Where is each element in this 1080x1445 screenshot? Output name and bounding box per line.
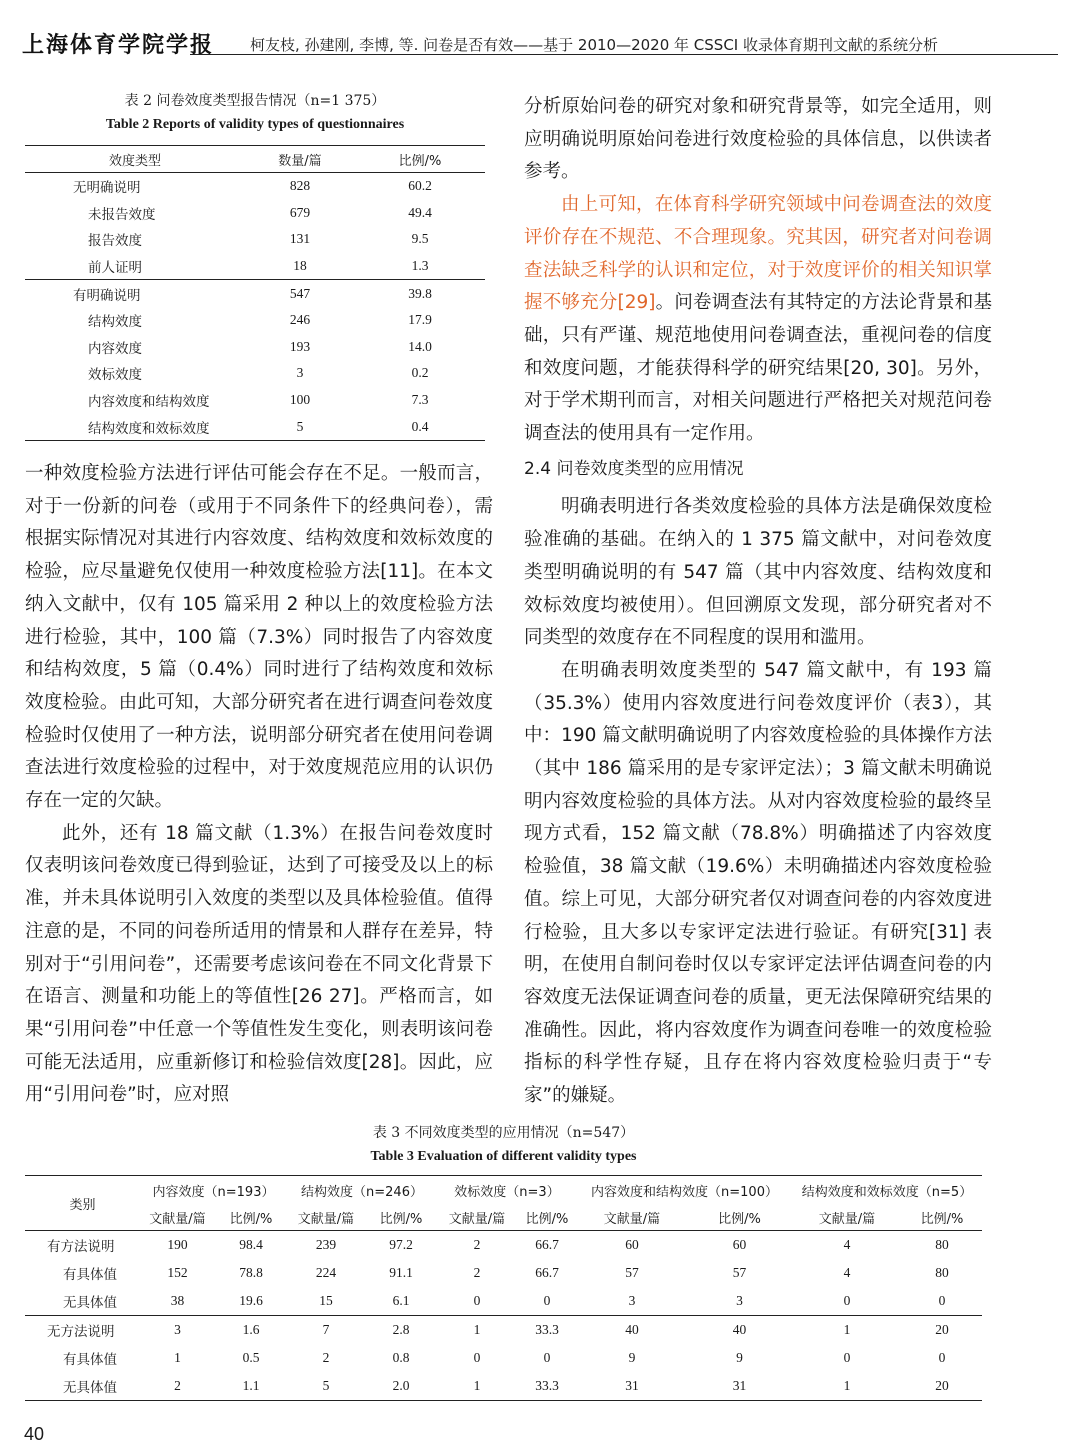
table-cell: 190: [167, 1237, 188, 1252]
table-cell: 9: [736, 1350, 743, 1365]
table-row: [25, 334, 485, 361]
row-label: 有具体值: [63, 1352, 117, 1368]
cell-pct: 39.8: [355, 280, 485, 307]
row-label: 内容效度: [88, 340, 142, 357]
table-cell: 20: [902, 1316, 982, 1345]
table-cell: 66.7: [535, 1265, 559, 1280]
table-row: [25, 1231, 982, 1260]
row-label: 未报告效度: [88, 206, 156, 223]
row-label: 无具体值: [63, 1380, 117, 1396]
cell-pct: 49.4: [408, 204, 432, 220]
table-cell: 3: [628, 1293, 636, 1308]
paragraph: 明确表明进行各类效度检验的具体方法是确保效度检验准确的基础。在纳入的 1 375 篇文献中，对问卷效度类型明确说明的有 547 篇（其中内容效度、结构效度和效标效度均被使用）。但回溯原文发现，部分研究者对不同类型的效度存在不同程度的误用和滥用。: [524, 496, 992, 649]
table-cell: 2.8: [365, 1316, 437, 1345]
sub-header: 比例/%: [365, 1204, 437, 1231]
table-cell: 98.4: [239, 1237, 263, 1252]
table-row: [25, 1259, 982, 1287]
group-header: 结构效度（n=246）: [301, 1184, 423, 1200]
cell-count: 246: [289, 312, 311, 328]
table-row: [25, 1287, 982, 1316]
table2-caption-cn: 表 2 问卷效度类型报告情况（n=1 375）: [124, 93, 386, 109]
table-cell: 33.3: [517, 1316, 577, 1345]
table-cell: 3: [736, 1293, 743, 1308]
cell-pct: 17.9: [408, 312, 432, 328]
table-cell: 1.1: [242, 1378, 260, 1393]
table-cell: 2.0: [392, 1378, 410, 1393]
table-cell: 19.6: [239, 1293, 263, 1308]
table-cell: 1: [843, 1378, 851, 1393]
table-cell: 0: [843, 1293, 851, 1308]
table-cell: 57: [732, 1265, 747, 1280]
row-label: 无明确说明: [73, 180, 141, 197]
cell-pct: 0.4: [411, 418, 429, 434]
table-cell: 80: [935, 1237, 949, 1252]
table3-sub-header: [25, 1204, 982, 1231]
row-label: 结构效度和效标效度: [88, 420, 210, 437]
table-cell: 2: [322, 1350, 330, 1365]
header-rule: [190, 54, 1058, 55]
row-label: 无方法说明: [25, 1316, 140, 1345]
table-cell: 15: [319, 1293, 333, 1308]
row-label: 报告效度: [88, 233, 142, 250]
sub-header: 比例/%: [902, 1204, 982, 1231]
cell-count: 3: [296, 365, 304, 381]
group-header: 结构效度和效标效度（n=5）: [801, 1184, 973, 1200]
sub-header: 文献量/篇: [437, 1204, 517, 1231]
left-column: [25, 458, 493, 1112]
table-cell: 33.3: [535, 1378, 559, 1393]
table-cell: 1: [473, 1378, 481, 1393]
table-row: [25, 360, 485, 387]
table-cell: 152: [167, 1265, 188, 1280]
table2-caption-en: Table 2 Reports of validity types of questionnaires: [105, 117, 405, 132]
cell-count: 547: [245, 280, 355, 307]
table-cell: 7: [287, 1316, 365, 1345]
table-row: [25, 1316, 982, 1345]
cell-count: 679: [289, 204, 311, 220]
group-header: 内容效度（n=193）: [152, 1184, 275, 1200]
table-cell: 224: [315, 1265, 337, 1280]
table-cell: 60: [625, 1237, 639, 1252]
table-cell: 31: [732, 1378, 747, 1393]
table-cell: 4: [843, 1237, 851, 1252]
cell-pct: 1.3: [411, 258, 429, 274]
table-cell: 0: [938, 1293, 946, 1308]
cell-count: 18: [293, 258, 307, 274]
paragraph: 在明确表明效度类型的 547 篇文献中，有 193 篇（35.3%）使用内容效度进行问卷效度评价（表3），其中：190 篇文献明确说明了内容效度检验的具体操作方法（其中 186 篇采用的是专家评定法）；3 篇文献未明确说明内容效度检验的具体方法。从对内容效度检验的最终呈现方式看，152 篇文献（78.8%）明确描述了内容效度检验值，38 篇文献（19.6%）未明确描述内容效度检验值。综上可见，大部分研究者仅对调查问卷的内容效度进行检验，且大多以专家评定法进行验证。有研究[31] 表明，在使用自制问卷时仅以专家评定法评估调查问卷的内容效度无法保证调查问卷的质量，更无法保障研究结果的准确性。因此，将内容效度作为调查问卷唯一的效度检验指标的科学性存疑，且存在将内容效度检验归责于“专家”的嫌疑。: [524, 659, 992, 1107]
row-label: 有具体值: [63, 1267, 117, 1283]
table-cell: 4: [843, 1265, 851, 1280]
row-label: 有明确说明: [25, 280, 245, 307]
table-cell: 9: [628, 1350, 636, 1365]
table-row: [25, 200, 485, 227]
row-label: 无具体值: [63, 1295, 117, 1311]
page-number: 40: [24, 1424, 45, 1444]
table-row: [25, 280, 485, 307]
table-row: [25, 413, 485, 440]
table-cell: 0.5: [242, 1350, 260, 1365]
table-cell: 0: [543, 1293, 551, 1308]
cell-pct: 0.2: [411, 365, 429, 381]
cell-count: 193: [289, 338, 311, 354]
cell-count: 5: [296, 418, 304, 434]
table3-caption-en: Table 3 Evaluation of different validity types: [370, 1149, 637, 1164]
row-label: 内容效度和结构效度: [88, 394, 210, 411]
table2-header-row: [25, 146, 485, 173]
table-row: [25, 387, 485, 414]
table-cell: 38: [170, 1293, 185, 1308]
table-cell: 0: [543, 1350, 551, 1365]
cell-count: 131: [289, 231, 311, 247]
journal-logo: 上海体育学院学报: [22, 32, 215, 58]
cell-count: 828: [289, 178, 311, 194]
group-header: 内容效度和结构效度（n=100）: [591, 1184, 778, 1200]
table2: [25, 145, 485, 441]
table-cell: 2: [174, 1378, 181, 1393]
sub-header: 文献量/篇: [577, 1204, 687, 1231]
paragraph: [524, 189, 992, 451]
paragraph: 此外，还有 18 篇文献（1.3%）在报告问卷效度时仅表明该问卷效度已得到验证，达到了可接受及以上的标准，并未具体说明引入效度的类型以及具体检验值。值得注意的是，不同的问卷所适用的情景和人群存在差异，特别对于“引用问卷”，还需要考虑该问卷在不同文化背景下在语言、测量和功能上的等值性[26 27]。严格而言，如果“引用问卷”中任意一个等值性发生变化，则表明该问卷可能无法适用，应重新修订和检验信效度[28]。因此，应用“引用问卷”时，应对照: [25, 822, 493, 1106]
sub-header: 文献量/篇: [140, 1204, 215, 1231]
table-cell: 1.6: [215, 1316, 287, 1345]
table-cell: 40: [577, 1316, 687, 1345]
sub-header: 比例/%: [215, 1204, 287, 1231]
table-cell: 78.8: [239, 1265, 263, 1280]
table-cell: 5: [322, 1378, 330, 1393]
table-cell: 20: [935, 1378, 949, 1393]
paragraph: 一种效度检验方法进行评估可能会存在不足。一般而言，对于一份新的问卷（或用于不同条件下的经典问卷），需根据实际情况对其进行内容效度、结构效度和效标效度的检验，应尽量避免仅使用一种效度检验方法[11]。在本文纳入文献中，仅有 105 篇采用 2 种以上的效度检验方法进行检验，其中，100 篇（7.3%）同时报告了内容效度和结构效度，5 篇（0.4%）同时进行了结构效度和效标效度检验。由此可知，大部分研究者在进行调查问卷效度检验时仅使用了一种方法，说明部分研究者在使用问卷调查法进行效度检验的过程中，对于效度规范应用的认识仍存在一定的欠缺。: [25, 463, 493, 812]
table-cell: 2: [473, 1265, 481, 1280]
table-cell: 1: [437, 1316, 517, 1345]
sub-header: 比例/%: [517, 1204, 577, 1231]
table-row: [25, 173, 485, 200]
table-cell: 3: [140, 1316, 215, 1345]
table2-header: 比例/%: [355, 146, 485, 173]
row-label: 效标效度: [88, 367, 142, 384]
table-cell: 91.1: [389, 1265, 413, 1280]
table3-group-header: [25, 1176, 982, 1205]
table-row: [25, 1344, 982, 1372]
cell-pct: 7.3: [411, 392, 429, 408]
table-cell: 0.8: [392, 1350, 410, 1365]
paragraph: 分析原始问卷的研究对象和研究背景等，如完全适用，则应明确说明原始问卷进行效度检验的具体信息，以供读者参考。: [524, 96, 992, 183]
table-cell: 0: [938, 1350, 946, 1365]
cell-count: 100: [289, 392, 311, 408]
table-cell: 97.2: [389, 1237, 413, 1252]
table-row: [25, 226, 485, 253]
table-cell: 2: [473, 1237, 481, 1252]
table-cell: 239: [315, 1237, 337, 1252]
sub-header: 比例/%: [687, 1204, 792, 1231]
table-cell: 1: [174, 1350, 181, 1365]
sub-header: 文献量/篇: [792, 1204, 902, 1231]
table-cell: 0: [473, 1350, 481, 1365]
cell-pct: 9.5: [411, 231, 429, 247]
table-cell: 66.7: [535, 1237, 559, 1252]
table-cell: 60: [732, 1237, 747, 1252]
table-row: [25, 307, 485, 334]
paragraph-text: 。问卷调查法有其特定的方法论背景和基础，只有严谨、规范地使用问卷调查法，重视问卷的信度和效度问题，才能获得科学的研究结果[20, 30]。另外，对于学术期刊而言，对相关问题进行严格把关对规范问卷调查法的使用具有一定作用。: [524, 292, 992, 445]
right-column: [524, 91, 992, 1113]
table-cell: 80: [935, 1265, 949, 1280]
group-header: 效标效度（n=3）: [454, 1184, 560, 1200]
sub-header: 文献量/篇: [287, 1204, 365, 1231]
table-cell: 40: [687, 1316, 792, 1345]
row-label: 前人证明: [88, 260, 142, 277]
table-cell: 1: [792, 1316, 902, 1345]
row-label: 结构效度: [88, 314, 142, 331]
row-label: 有方法说明: [47, 1239, 115, 1255]
highlighted-text: 由上可知，在体育科学研究领域中问卷调查法的效度评价存在不规范、不合理现象。究其因，研究者对问卷调查法缺乏科学的认识和定位，对于效度评价的相关知识掌握不够充分[29]: [524, 194, 992, 314]
table3-body: [25, 1231, 982, 1401]
table-row: [25, 253, 485, 280]
table2-header: 数量/篇: [245, 146, 355, 173]
table-cell: 57: [625, 1265, 639, 1280]
section-heading: 2.4 问卷效度类型的应用情况: [524, 458, 744, 479]
table-cell: 6.1: [392, 1293, 410, 1308]
cell-pct: 60.2: [408, 178, 432, 194]
cell-pct: 14.0: [408, 338, 432, 354]
table3-corner: 类别: [25, 1176, 140, 1231]
running-title: 柯友枝, 孙建刚, 李博, 等. 问卷是否有效——基于 2010—2020 年 CSSCI 收录体育期刊文献的系统分析: [250, 36, 938, 54]
table-row: [25, 1372, 982, 1401]
table3-caption-cn: 表 3 不同效度类型的应用情况（n=547）: [372, 1125, 635, 1141]
table-cell: 0: [473, 1293, 481, 1308]
table-cell: 0: [843, 1350, 851, 1365]
table2-header: 效度类型: [25, 146, 245, 173]
table3: [25, 1175, 982, 1401]
table-cell: 31: [625, 1378, 639, 1393]
